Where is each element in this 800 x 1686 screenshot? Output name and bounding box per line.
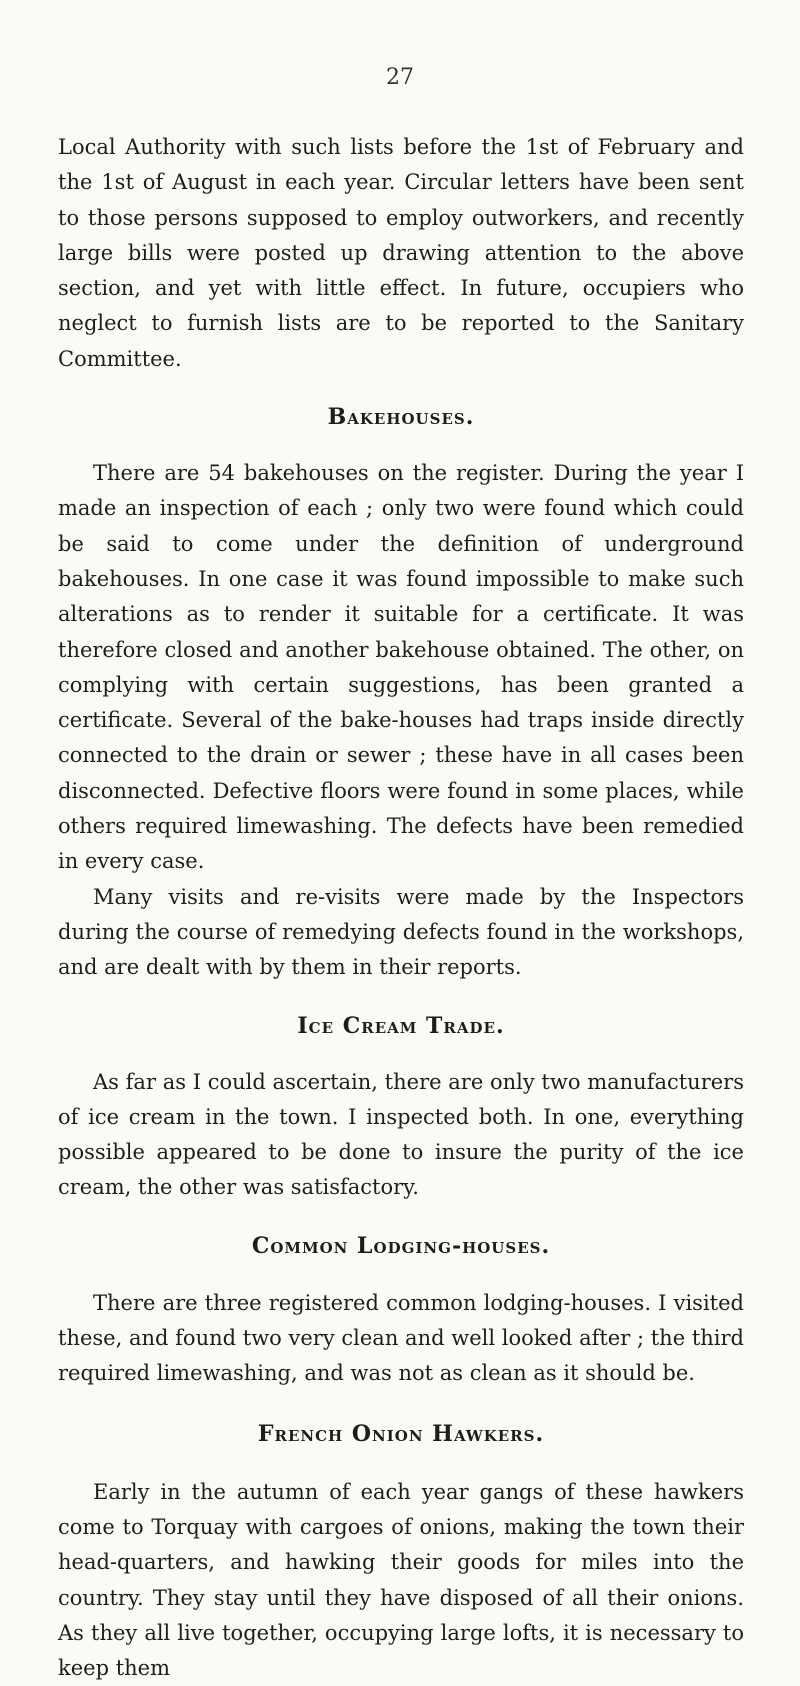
bakehouses-paragraph-2: Many visits and re-visits were made by the Inspectors during the course of remedying defects found in the workshops, and are dealt with by them in their reports. <box>58 884 744 980</box>
ice-cream-paragraph: As far as I could ascertain, there are only two manufacturers of ice cream in the town. I inspected both. In one, everything possible appeared to be done to insure the purity of the ice cream, the other was satisfactory. <box>58 1069 744 1200</box>
page-number: 27 <box>386 65 414 90</box>
intro-paragraph: Local Authority with such lists before the 1st of February and the 1st of August in each year. Circular letters have been sent to those persons supposed to employ outworkers, and recently large bills were posted up drawing attention to the above section, and yet with little effect. In future, occupiers who neglect to furnish lists are to be reported to the Sanitary Committee. <box>58 135 744 371</box>
heading-french-onion-hawkers: French Onion Hawkers. <box>257 1420 545 1447</box>
heading-ice-cream-trade: Ice Cream Trade. <box>297 1012 505 1039</box>
heading-common-lodging-houses: Common Lodging-houses. <box>251 1232 551 1259</box>
onion-hawkers-paragraph: Early in the autumn of each year gangs of these hawkers come to Torquay with cargoes of onions, making the town their head-quarters, and hawking their goods for miles into the country. They stay until they have disposed of all their onions. As they all live together, occupying large lofts, it is necessary to keep them <box>58 1479 744 1681</box>
lodging-houses-paragraph: There are three registered common lodging-houses. I visited these, and found two very clean and well looked after ; the third required limewashing, and was not as clean as it should be. <box>58 1290 744 1386</box>
heading-bakehouses: Bakehouses. <box>327 404 475 431</box>
page-body <box>58 130 744 1686</box>
bakehouses-paragraph-1: There are 54 bakehouses on the register. During the year I made an inspection of each ; only two were found which could be said to come under the definition of underground bakehouses. In one case it was found impossible to make such alterations as to render it suitable for a certificate. It was therefore closed and another bakehouse obtained. The other, on complying with certain suggestions, has been granted a certificate. Several of the bake-houses had traps inside directly connected to the drain or sewer ; these have in all cases been disconnected. Defective floors were found in some places, while others required limewashing. The defects have been remedied in every case. <box>58 461 744 874</box>
